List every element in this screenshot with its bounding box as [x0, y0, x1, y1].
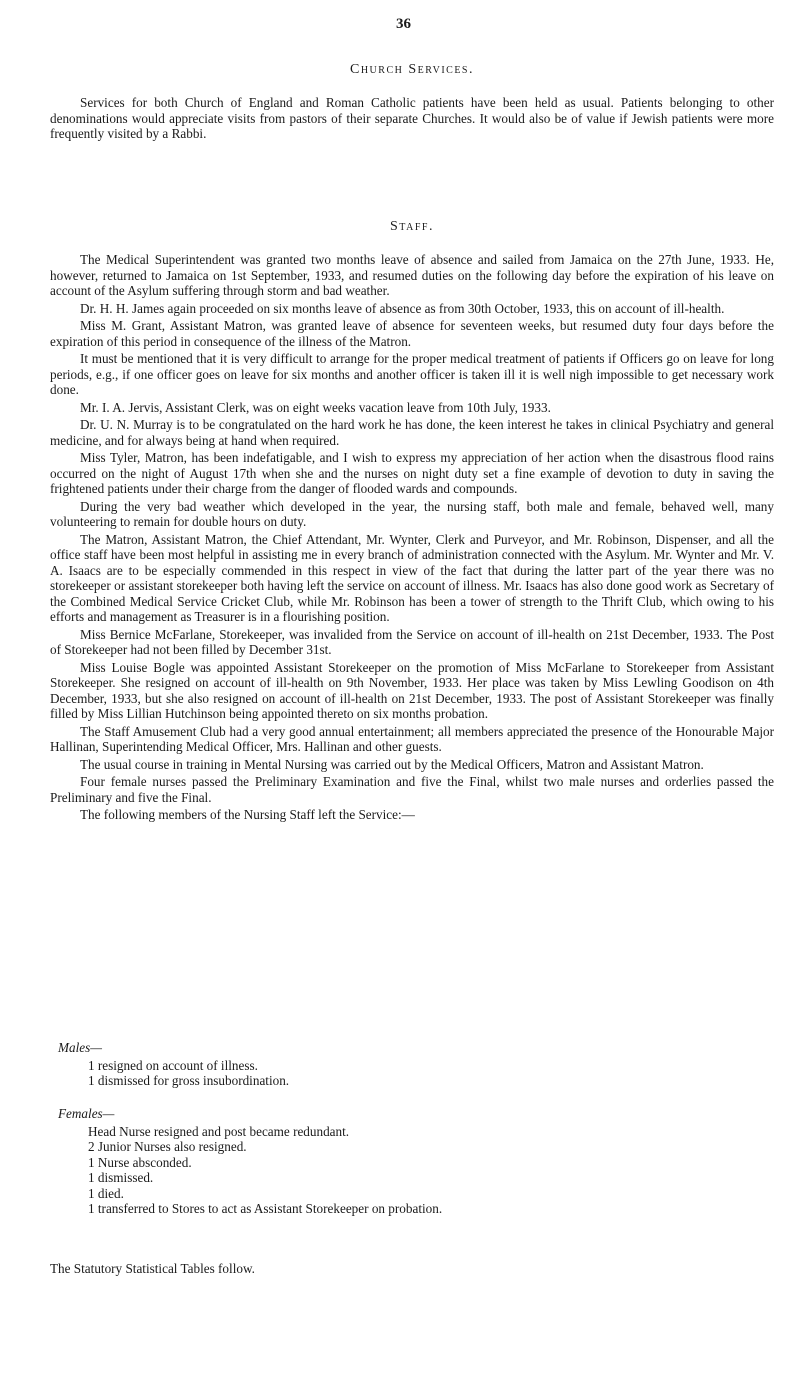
list-item: 1 dismissed.	[88, 1170, 154, 1185]
staff-paragraph-assistant-storekeeper: Miss Louise Bogle was appointed Assistant Storekeeper on the promotion of Miss McFarlane to Storekeeper from Assistant Storekeeper. She resigned on account of ill-health on 9th November, 1933. Her place was taken by Miss Lewling Goodison on 4th December, 1933, but she also resigned on account of ill-health on 21st December, 1933. The post of Assistant Storekeeper was finally filled by Miss Lillian Hutchinson being appointed thereto on six months probation.	[50, 659, 774, 721]
staff-paragraph-examinations: Four female nurses passed the Preliminary Examination and five the Final, whilst two male nurses and orderlies passed the Preliminary and five the Final.	[50, 774, 774, 805]
staff-paragraph-training: The usual course in training in Mental Nursing was carried out by the Medical Officers, Matron and Assistant Matron.	[80, 756, 704, 772]
statistical-tables-note: The Statutory Statistical Tables follow.	[50, 1261, 255, 1276]
staff-paragraph-superintendent-leave: The Medical Superintendent was granted two months leave of absence and sailed from Jamaica on the 27th June, 1933. He, however, returned to Jamaica on 1st September, 1933, and resumed duties on the following day before the expiration of his leave on account of the Asylum suffering through storm and bad weather.	[50, 252, 774, 298]
church-services-section	[50, 95, 774, 144]
females-list	[58, 1106, 758, 1217]
staff-paragraph-left-service: The following members of the Nursing Staff left the Service:—	[80, 807, 415, 822]
staff-paragraph-james-leave: Dr. H. H. James again proceeded on six months leave of absence as from 30th October, 1933, this on account of ill-health.	[80, 300, 725, 316]
list-item: 1 Nurse absconded.	[88, 1154, 192, 1170]
staff-paragraph-leave-difficulty: It must be mentioned that it is very difficult to arrange for the proper medical treatment of patients if Officers go on leave for long periods, e.g., if one officer goes on leave for six months and another officer is taken ill it is well nigh impossible to get necessary work done.	[50, 351, 774, 397]
list-item: 1 transferred to Stores to act as Assistant Storekeeper on probation.	[88, 1201, 443, 1216]
staff-heading: Staff.	[390, 219, 434, 234]
males-label: Males—	[58, 1040, 102, 1055]
staff-paragraph-amusement-club: The Staff Amusement Club had a very good annual entertainment; all members appreciated the presence of the Honourable Major Hallinan, Superintending Medical Officer, Mrs. Hallinan and other guests.	[50, 723, 774, 754]
list-item: 1 dismissed for gross insubordination.	[88, 1073, 290, 1088]
staff-paragraph-office-staff: The Matron, Assistant Matron, the Chief Attendant, Mr. Wynter, Clerk and Purveyor, and Mr. Robinson, Dispenser, and all the office staff have been most helpful in assisting me in every branch of administration connected with the Asylum. Mr. Wynter and Mr. V. A. Isaacs are to be especially commended in this respect in view of the fact that during the latter part of the year there was no storekeeper or assistant storekeeper both having left the service on account of illness. Mr. Isaacs has also done good work as Secretary of the Combined Medical Service Cricket Club, while Mr. Robinson has been a tower of strength to the Thrift Club, which owing to his efforts and management as Treasurer is in a flourishing position.	[50, 531, 774, 624]
list-item: 1 died.	[88, 1185, 124, 1201]
church-services-paragraph: Services for both Church of England and Roman Catholic patients have been held as usual. Patients belonging to other denominations would appreciate visits from pastors of their separate Churches. It would also be of value if Jewish patients were more frequently visited by a Rabbi.	[50, 95, 774, 141]
staff-paragraph-mcfarlane: Miss Bernice McFarlane, Storekeeper, was invalided from the Service on account of ill-health on 21st December, 1933. The Post of Storekeeper had not been filled by December 31st.	[50, 626, 774, 657]
list-item: 1 resigned on account of illness.	[88, 1057, 258, 1073]
church-services-heading: Church Services.	[350, 62, 474, 77]
staff-paragraph-jervis-vacation: Mr. I. A. Jervis, Assistant Clerk, was on eight weeks vacation leave from 10th July, 1933.	[80, 399, 551, 415]
staff-paragraph-grant-leave: Miss M. Grant, Assistant Matron, was granted leave of absence for seventeen weeks, but resumed duty four days before the expiration of this period in consequence of the illness of the Matron.	[50, 318, 774, 349]
staff-paragraph-nursing-staff-weather: During the very bad weather which developed in the year, the nursing staff, both male and female, behaved well, many volunteering to remain for double hours on duty.	[50, 498, 774, 529]
page-number: 36	[396, 16, 411, 32]
staff-paragraph-murray-commendation: Dr. U. N. Murray is to be congratulated on the hard work he has done, the keen interest he takes in clinical Psychiatry and general medicine, and for always being at hand when required.	[50, 417, 774, 448]
males-list	[58, 1040, 758, 1089]
list-item: 2 Junior Nurses also resigned.	[88, 1139, 247, 1154]
staff-section	[50, 252, 774, 825]
staff-paragraph-matron-flood: Miss Tyler, Matron, has been indefatigable, and I wish to express my appreciation of her action when the disastrous flood rains occurred on the night of August 17th when she and the nurses on night duty set a fine example of devotion to duty in saving the frightened patients under their charge from the danger of flooded wards and compounds.	[50, 450, 774, 496]
list-item: Head Nurse resigned and post became redundant.	[88, 1123, 350, 1139]
females-label: Females—	[58, 1106, 115, 1121]
